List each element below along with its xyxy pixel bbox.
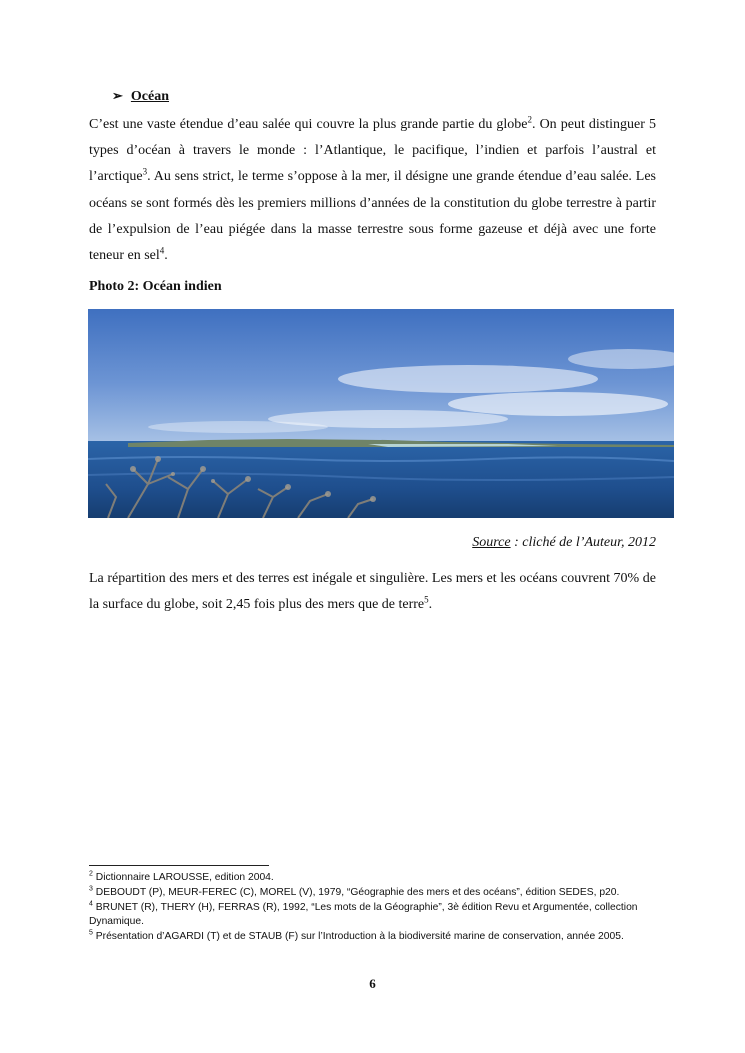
photo-source — [89, 535, 656, 551]
bullet-arrow-icon: ➢ — [112, 88, 123, 103]
paragraph-distribution — [89, 566, 656, 618]
paragraph-text: . — [428, 597, 433, 613]
footnote-ref[interactable]: 5 — [424, 594, 429, 605]
footnotes — [89, 871, 664, 945]
footnote-ref[interactable]: 3 — [142, 166, 148, 177]
ocean-photo — [88, 309, 674, 518]
paragraph-text: . — [164, 248, 168, 264]
source-label: Source — [472, 535, 511, 550]
ocean-photo-image — [88, 309, 674, 518]
footnote-text: BRUNET (R), THERY (H), FERRAS (R), 1992, “Les mots de la Géographie”, 3è édition Revu et Argumentée, collection Dynamique. — [89, 901, 638, 928]
footnote-text: DEBOUDT (P), MEUR-FEREC (C), MOREL (V), 1979, “Géographie des mers et des océans”, édition SEDES, p20. — [92, 886, 620, 898]
paragraph-ocean-definition — [89, 112, 656, 269]
footnote-separator — [89, 865, 269, 866]
photo-caption: Photo 2: Océan indien — [89, 279, 222, 294]
footnote-4 — [89, 901, 664, 931]
footnote-number: 3 — [89, 885, 93, 893]
footnote-2 — [89, 871, 664, 886]
footnote-text: Présentation d’AGARDI (T) et de STAUB (F) sur l’Introduction à la biodiversité marine de conservation, année 2005. — [92, 931, 624, 943]
page-number: 6 — [369, 976, 376, 991]
footnote-ref[interactable]: 2 — [527, 114, 532, 125]
footnote-text: Dictionnaire LAROUSSE, edition 2004. — [92, 872, 274, 883]
paragraph-text: . Au sens strict, le terme s’oppose à la mer, il désigne une grande étendue d’eau salée. Les océans se sont formés dès les premiers millions d’années de la constitution du globe terrestre à partir de l’expulsion de l’eau piégée dans la masse terrestre sous forme gazeuse et déjà avec une forte teneur en sel — [89, 169, 656, 264]
footnote-3 — [89, 886, 664, 901]
footnote-number: 5 — [89, 929, 93, 937]
footnote-number: 2 — [89, 870, 93, 878]
paragraph-text: C’est une vaste étendue d’eau salée qui couvre la plus grande partie du globe — [89, 117, 528, 132]
footnote-ref[interactable]: 4 — [159, 245, 165, 256]
section-title: Océan — [130, 89, 170, 104]
section-heading — [112, 88, 173, 105]
paragraph-text: . On peut distinguer 5 types d’océan à travers le monde : l’Atlantique, le pacifique, l’indien et parfois l’austral et l’arctique — [89, 117, 656, 185]
footnote-5 — [89, 930, 664, 945]
paragraph-text: La répartition des mers et des terres est inégale et singulière. Les mers et les océans couvrent 70% de la surface du globe, soit 2,45 fois plus des mers que de terre — [89, 571, 656, 613]
source-text: : cliché de l’Auteur, 2012 — [510, 535, 656, 550]
footnote-number: 4 — [89, 900, 93, 908]
